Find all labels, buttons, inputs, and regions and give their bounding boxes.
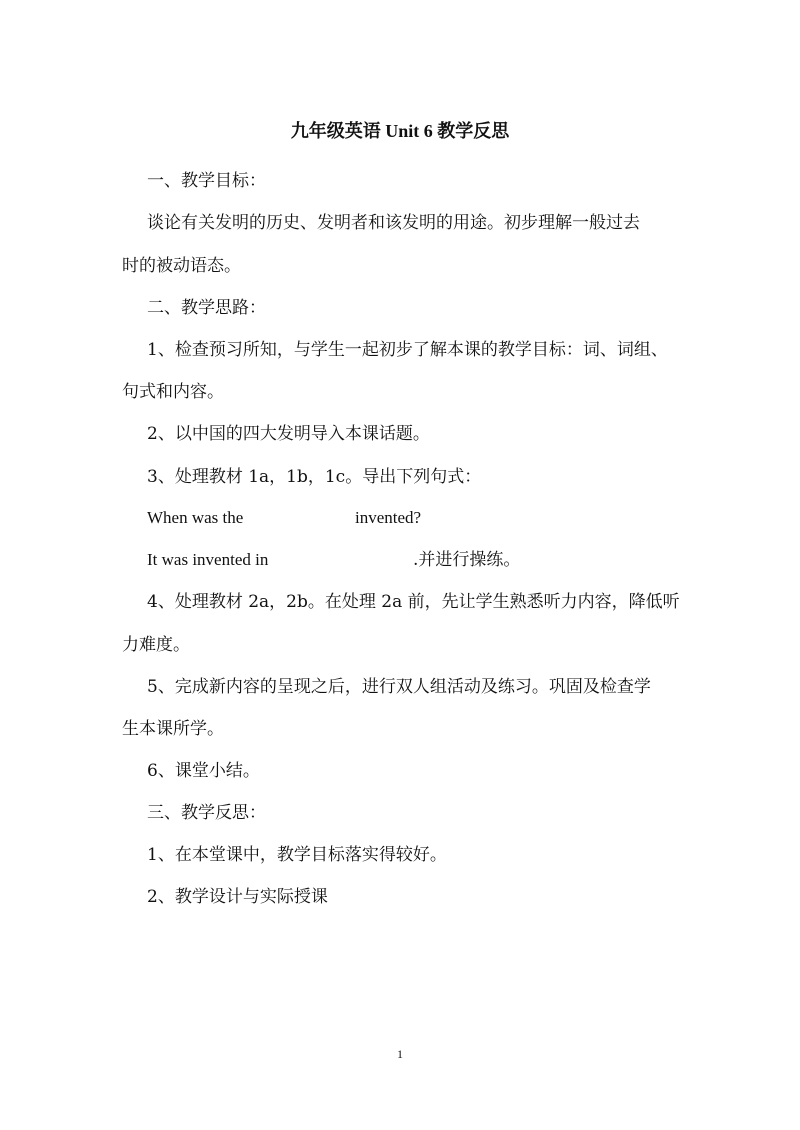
step1-line2: 句式和内容。: [122, 382, 224, 402]
step1-line1: 1、检查预习所知，与学生一起初步了解本课的教学目标：词、词组、: [147, 340, 668, 360]
section1-text-line1: 谈论有关发明的历史、发明者和该发明的用途。初步理解一般过去: [147, 213, 640, 233]
step4-line1: 4、处理教材 2a，2b。在处理 2a 前，先让学生熟悉听力内容，降低听: [147, 592, 680, 612]
pattern1-part2: invented?: [355, 508, 422, 527]
pattern2-part1: It was invented in: [147, 550, 269, 569]
section3-heading: 三、教学反思：: [147, 803, 266, 823]
document-title: 九年级英语 Unit 6 教学反思: [290, 121, 510, 141]
step3: 3、处理教材 1a，1b，1c。导出下列句式：: [147, 467, 482, 487]
reflection1: 1、在本堂课中，教学目标落实得较好。: [147, 845, 447, 865]
step5-line2: 生本课所学。: [122, 719, 224, 739]
page-number: 1: [397, 1047, 403, 1061]
step6: 6、课堂小结。: [147, 761, 260, 781]
section1-text-line2: 时的被动语态。: [122, 256, 241, 276]
pattern2-part2: .并进行操练。: [413, 550, 521, 570]
section1-heading: 一、教学目标：: [147, 171, 266, 191]
reflection2: 2、教学设计与实际授课: [147, 887, 328, 907]
step4-line2: 力难度。: [122, 635, 190, 655]
pattern1-part1: When was the: [147, 508, 244, 527]
step5-line1: 5、完成新内容的呈现之后，进行双人组活动及练习。巩固及检查学: [147, 677, 651, 697]
section2-heading: 二、教学思路：: [147, 298, 266, 318]
step2: 2、以中国的四大发明导入本课话题。: [147, 424, 430, 444]
